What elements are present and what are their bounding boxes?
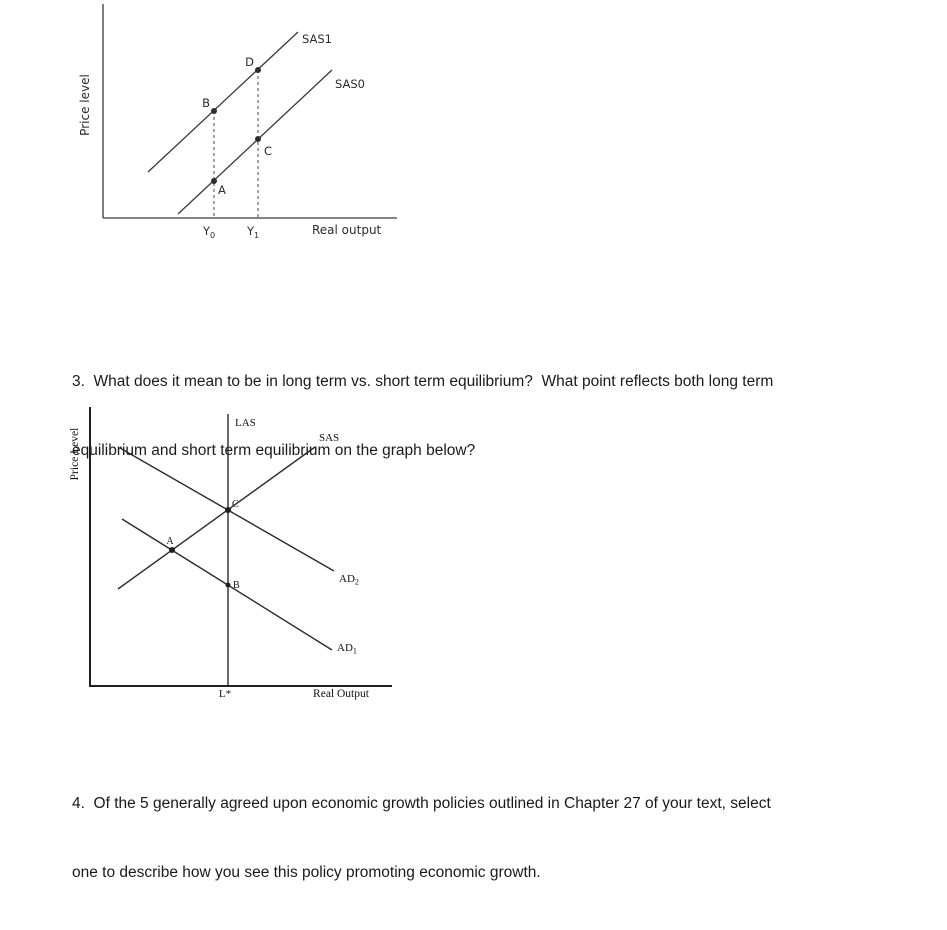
g1-point-b-label: B: [202, 96, 210, 110]
g2-x-tick-lstar: L*: [218, 688, 232, 700]
g2-point-b-label: B: [233, 580, 240, 591]
g2-point-c-label: C: [232, 499, 239, 510]
question-4-line-1: 4. Of the 5 generally agreed upon economic growth policies outlined in Chapter 27 of your text, select: [72, 795, 771, 812]
g1-point-a-label: A: [218, 183, 226, 197]
g2-sas-curve: [118, 447, 315, 589]
question-3-line-2: equilibrium and short term equilibrium on the graph below?: [72, 442, 476, 459]
las-sas-ad-graph: [0, 400, 420, 710]
g1-x-tick-y0: $Y_0$: [202, 224, 216, 240]
g2-point-c-dot: [225, 507, 231, 513]
question-3-line-1: 3. What does it mean to be in long term vs. short term equilibrium? What point reflects both long term: [72, 373, 774, 390]
g2-point-a-dot: [169, 547, 175, 553]
question-4: [72, 746, 902, 930]
g1-point-d-dot: [255, 67, 261, 73]
g1-sas0-curve: [178, 70, 332, 214]
g1-y-axis-label: Price level: [78, 74, 92, 136]
g2-las-label: LAS: [235, 417, 256, 429]
g1-point-d-label: D: [245, 55, 254, 69]
g2-point-a-label: A: [166, 536, 174, 547]
g2-x-axis-label: Real Output: [313, 688, 369, 700]
g1-sas1-label: SAS1: [302, 32, 332, 46]
g1-point-a-dot: [211, 178, 217, 184]
g1-point-c-dot: [255, 136, 261, 142]
g1-sas1-curve: [148, 32, 298, 172]
g1-x-axis-label: Real output: [312, 223, 382, 237]
g1-point-b-dot: [211, 108, 217, 114]
g1-sas0-label: SAS0: [335, 77, 365, 91]
g2-point-b-dot: [226, 583, 231, 588]
g2-sas-label: SAS: [319, 432, 340, 444]
sas-shift-graph: [0, 0, 420, 252]
g2-ad1-label: $AD_1$: [337, 642, 357, 656]
g2-y-axis-label: Price Level: [69, 427, 81, 481]
g1-x-tick-y1: $Y_1$: [246, 224, 260, 240]
g2-ad2-label: $AD_2$: [339, 573, 359, 587]
question-4-line-2: one to describe how you see this policy promoting economic growth.: [72, 864, 541, 881]
g1-point-c-label: C: [264, 144, 273, 158]
